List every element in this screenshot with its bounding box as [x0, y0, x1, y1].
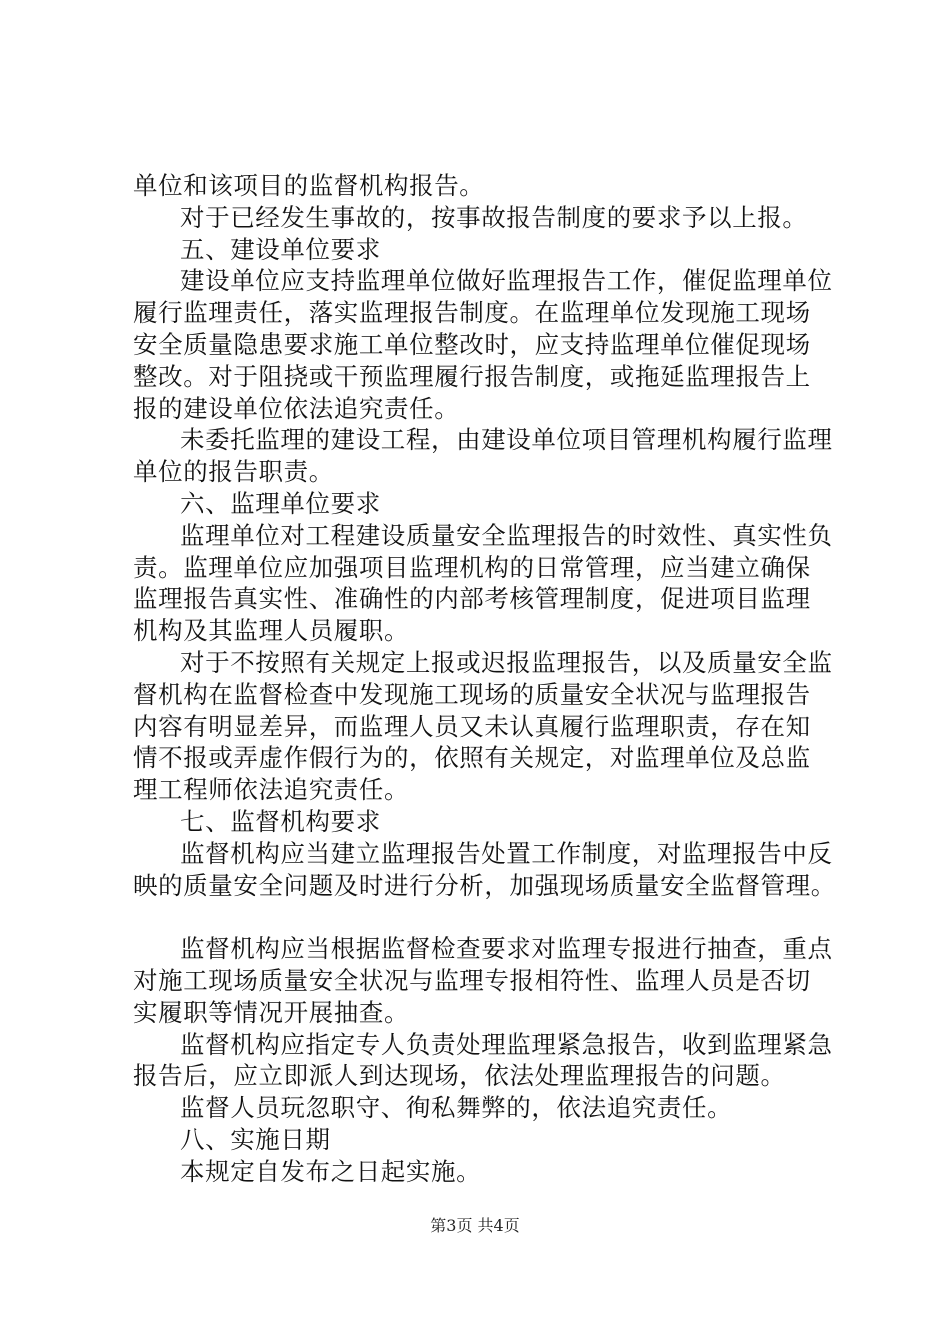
- text-line: 单位和该项目的监督机构报告。: [133, 171, 485, 200]
- text-line: 督机构在监督检查中发现施工现场的质量安全状况与监理报告: [133, 679, 811, 709]
- text-line: 监督机构应指定专人负责处理监理紧急报告，收到监理紧急: [180, 1029, 833, 1059]
- section-heading: 八、实施日期: [180, 1124, 331, 1154]
- text-line: 安全质量隐患要求施工单位整改时，应支持监理单位催促现场: [133, 329, 811, 359]
- section-heading: 六、监理单位要求: [180, 488, 381, 518]
- text-line: 理工程师依法追究责任。: [133, 775, 410, 805]
- text-line: 责。监理单位应加强项目监理机构的日常管理，应当建立确保: [133, 552, 811, 582]
- text-line: 对于已经发生事故的，按事故报告制度的要求予以上报。: [180, 202, 808, 232]
- text-line: 情不报或弄虚作假行为的，依照有关规定，对监理单位及总监: [133, 743, 811, 773]
- text-line: 映的质量安全问题及时进行分析，加强现场质量安全监督管理。: [133, 870, 836, 900]
- text-line: 报的建设单位依法追究责任。: [133, 393, 460, 423]
- paragraph-gap: [133, 901, 838, 933]
- section-heading: 五、建设单位要求: [180, 234, 381, 264]
- text-line: 单位的报告职责。: [133, 457, 334, 487]
- text-line: 未委托监理的建设工程，由建设单位项目管理机构履行监理: [180, 425, 833, 455]
- text-line: 对施工现场质量安全状况与监理专报相符性、监理人员是否切: [133, 965, 811, 995]
- text-line: 监督机构应当建立监理报告处置工作制度，对监理报告中反: [180, 838, 833, 868]
- text-line: 整改。对于阻挠或干预监理履行报告制度，或拖延监理报告上: [133, 361, 811, 391]
- text-line: 履行监理责任，落实监理报告制度。在监理单位发现施工现场: [133, 298, 811, 328]
- text-line: 内容有明显差异，而监理人员又未认真履行监理职责，存在知: [133, 711, 811, 741]
- text-line: 建设单位应支持监理单位做好监理报告工作，催促监理单位: [180, 266, 833, 296]
- text-line: 监理报告真实性、准确性的内部考核管理制度，促进项目监理: [133, 584, 811, 614]
- text-line: 监督人员玩忽职守、徇私舞弊的，依法追究责任。: [180, 1093, 733, 1123]
- document-body: [133, 170, 838, 1188]
- page-footer: 第3页 共4页: [430, 1216, 520, 1235]
- text-line: 机构及其监理人员履职。: [133, 616, 410, 646]
- text-line: 实履职等情况开展抽查。: [133, 997, 410, 1027]
- text-line: 报告后，应立即派人到达现场，依法处理监理报告的问题。: [133, 1061, 786, 1091]
- text-line: 本规定自发布之日起实施。: [180, 1156, 482, 1186]
- text-line: 对于不按照有关规定上报或迟报监理报告，以及质量安全监: [180, 647, 833, 677]
- section-heading: 七、监督机构要求: [180, 806, 381, 836]
- text-line: 监督机构应当根据监督检查要求对监理专报进行抽查，重点: [180, 934, 833, 964]
- text-line: 监理单位对工程建设质量安全监理报告的时效性、真实性负: [180, 520, 833, 550]
